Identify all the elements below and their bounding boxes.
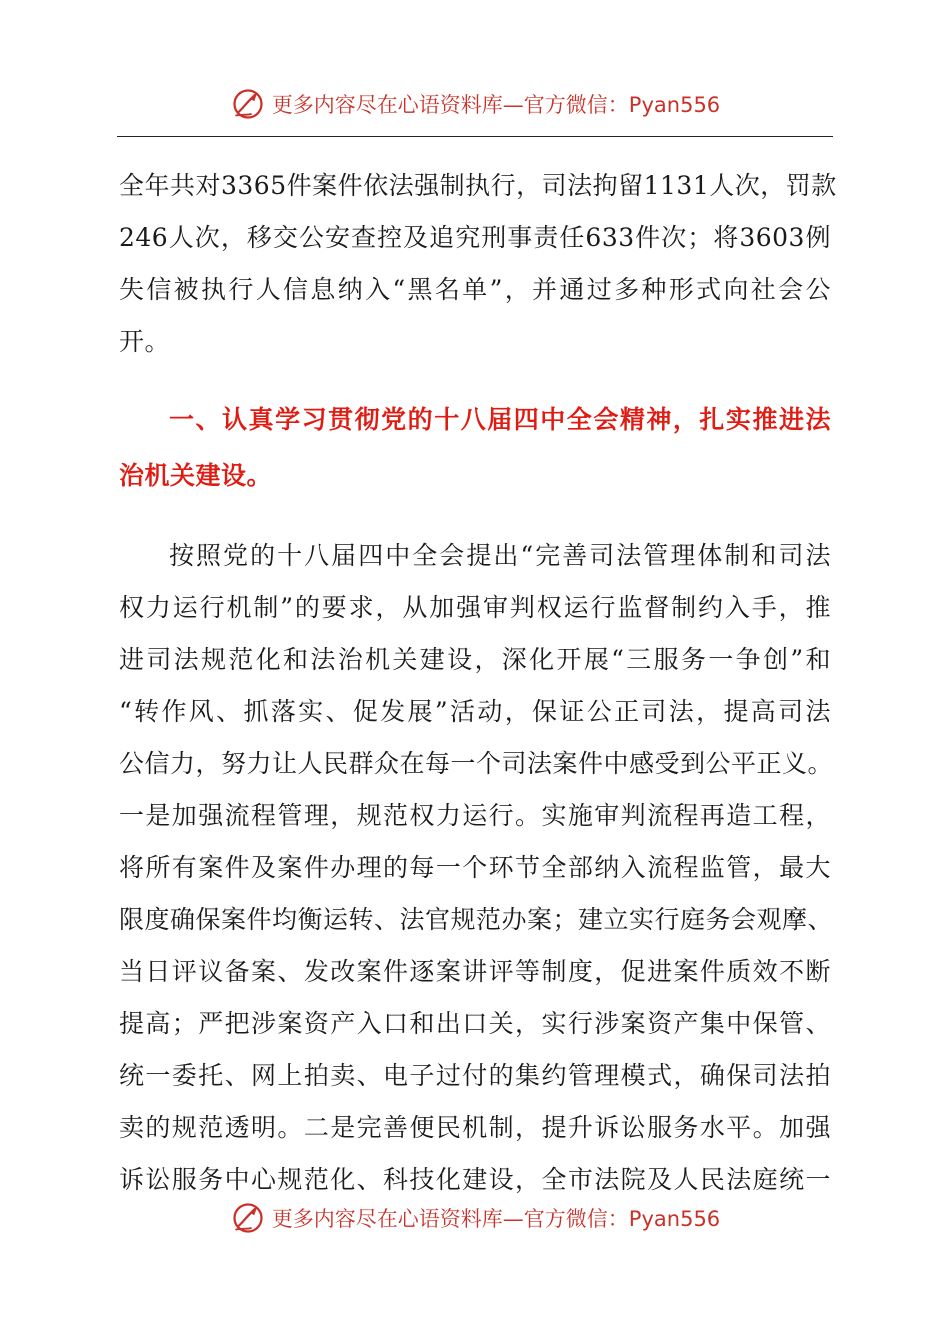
text-line: “转作风、抓落实、促发展”活动，保证公正司法，提高司法 [119, 697, 831, 726]
text-line: 当日评议备案、发改案件逐案讲评等制度，促进案件质效不断 [119, 957, 831, 986]
text-line: 提高；严把涉案资产入口和出口关，实行涉案资产集中保管、 [119, 1009, 831, 1038]
header-brand-text: 更多内容尽在心语资料库—官方微信：Pyan556 [271, 93, 721, 117]
text-line: 权力运行机制”的要求，从加强审判权运行监督制约入手，推 [119, 593, 831, 622]
pen-logo-icon [230, 1200, 266, 1236]
text-line: 开。 [119, 327, 171, 356]
text-line: 限度确保案件均衡运转、法官规范办案；建立实行庭务会观摩、 [119, 905, 834, 934]
section-heading [119, 392, 831, 504]
text-line: 一是加强流程管理，规范权力运行。实施审判流程再造工程， [119, 801, 831, 830]
text-line: 按照党的十八届四中全会提出“完善司法管理体制和司法 [169, 541, 831, 570]
text-line: 卖的规范透明。二是完善便民机制，提升诉讼服务水平。加强 [119, 1113, 831, 1142]
document-body [119, 160, 837, 1206]
text-line: 公信力，努力让人民群众在每一个司法案件中感受到公平正义。 [119, 749, 834, 778]
paragraph-2 [119, 530, 834, 1206]
header-divider [117, 136, 833, 137]
text-line: 246人次，移交公安查控及追究刑事责任633件次；将3603例 [119, 223, 831, 252]
text-line: 全年共对3365件案件依法强制执行，司法拘留1131人次，罚款 [119, 171, 837, 200]
text-line: 诉讼服务中心规范化、科技化建设，全市法院及人民法庭统一 [119, 1165, 831, 1194]
footer-brand-text: 更多内容尽在心语资料库—官方微信：Pyan556 [271, 1207, 721, 1231]
footer-brand [0, 1198, 950, 1238]
heading-line: 一、认真学习贯彻党的十八届四中全会精神，扎实推进法 [169, 405, 831, 434]
paragraph-1 [119, 160, 837, 368]
text-line: 进司法规范化和法治机关建设，深化开展“三服务一争创”和 [119, 645, 831, 674]
heading-line: 治机关建设。 [119, 461, 273, 490]
text-line: 统一委托、网上拍卖、电子过付的集约管理模式，确保司法拍 [119, 1061, 831, 1090]
pen-logo-icon [230, 86, 266, 122]
text-line: 失信被执行人信息纳入“黑名单”，并通过多种形式向社会公 [119, 275, 831, 304]
text-line: 将所有案件及案件办理的每一个环节全部纳入流程监管，最大 [119, 853, 831, 882]
header-brand [0, 84, 950, 124]
